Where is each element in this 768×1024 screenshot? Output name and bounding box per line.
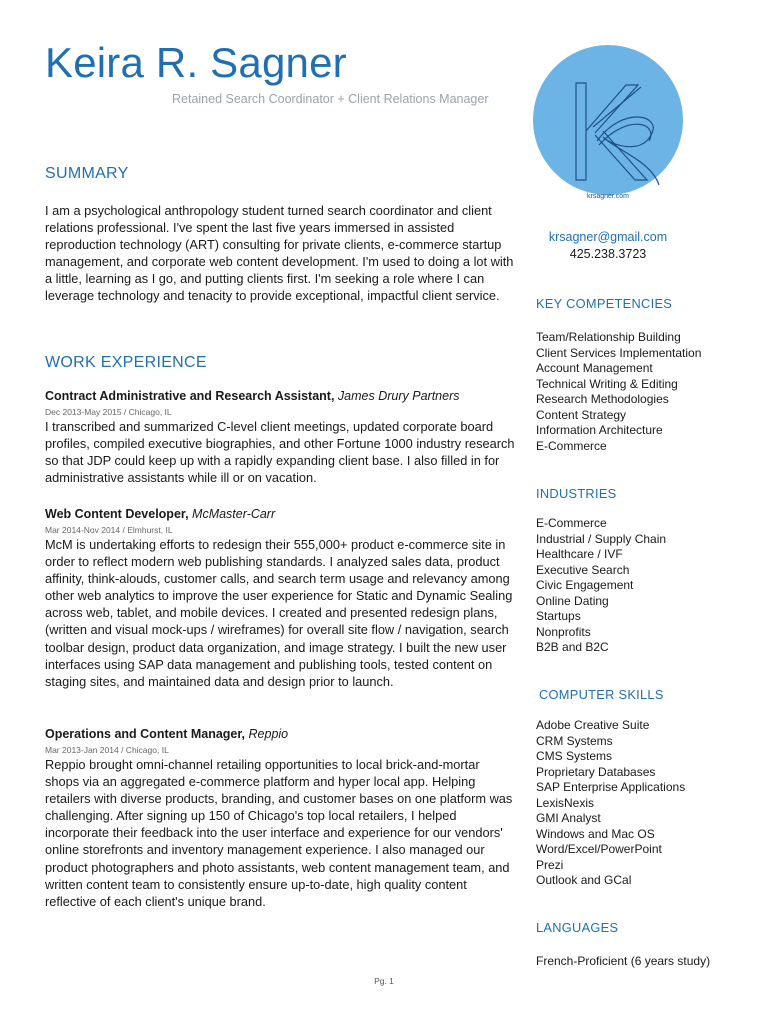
list-item: E-Commerce bbox=[536, 516, 607, 530]
job-entry-jdp bbox=[45, 388, 515, 486]
contact-block bbox=[533, 229, 683, 263]
list-item: SAP Enterprise Applications bbox=[536, 780, 686, 794]
job-company: James Drury Partners bbox=[337, 389, 460, 403]
list-item: Team/Relationship Building bbox=[536, 330, 681, 344]
list-item: Windows and Mac OS bbox=[536, 826, 655, 841]
job-role: Operations and Content Manager, bbox=[45, 727, 246, 741]
job-role: Contract Administrative and Research Assistant, bbox=[45, 389, 335, 403]
list-item: CRM Systems bbox=[536, 733, 613, 748]
list-item: Content Strategy bbox=[536, 407, 627, 422]
job-entry-mcmaster bbox=[45, 506, 515, 690]
summary-text: I am a psychological anthropology student turned search coordinator and client relations professional. I've spent the last five years immersed in assisted reproduction technology (ART) consulting for private clients, e-commerce startup management, and corporate web content development. I'm used to doing a lot with a little, learning as I go, and putting clients first. I'm seeking a role where I can leverage technology and tenacity to provide exceptional, impactful client service. bbox=[45, 203, 514, 304]
list-item: Adobe Creative Suite bbox=[536, 718, 650, 732]
resume-subtitle: Retained Search Coordinator + Client Relations Manager bbox=[172, 92, 489, 106]
list-item: Industrial / Supply Chain bbox=[536, 531, 667, 546]
languages-heading: LANGUAGES bbox=[536, 920, 619, 935]
list-item: Word/Excel/PowerPoint bbox=[536, 842, 662, 856]
list-item: Proprietary Databases bbox=[536, 764, 656, 779]
languages-list bbox=[536, 954, 710, 970]
industries-heading: INDUSTRIES bbox=[536, 486, 617, 501]
monogram-k-logo bbox=[533, 45, 683, 200]
list-item: GMI Analyst bbox=[536, 811, 601, 825]
list-item: Executive Search bbox=[536, 562, 630, 577]
job-title bbox=[45, 506, 515, 522]
job-role: Web Content Developer, bbox=[45, 507, 189, 521]
list-item: Prezi bbox=[536, 857, 564, 872]
job-company: McMaster-Carr bbox=[192, 507, 276, 521]
job-meta: Dec 2013-May 2015 / Chicago, IL bbox=[45, 407, 172, 417]
list-item: Research Methodologies bbox=[536, 392, 669, 406]
list-item: Healthcare / IVF bbox=[536, 547, 623, 561]
list-item: Outlook and GCal bbox=[536, 873, 632, 887]
phone-number: 425.238.3723 bbox=[569, 247, 647, 261]
job-title bbox=[45, 726, 515, 742]
job-description: I transcribed and summarized C-level client meetings, updated corporate board profiles, compiled executive biographies, and other Fortune 1000 industry research so that JDP could keep up with a rapidly expanding client base. I also filled in for administrative assistants while ill or on vacation. bbox=[45, 419, 515, 486]
list-item: Technical Writing & Editing bbox=[536, 376, 678, 391]
list-item: Client Services Implementation bbox=[536, 345, 702, 360]
logo-url: krsagner.com bbox=[586, 193, 630, 200]
computer-skills-list bbox=[536, 718, 685, 889]
list-item: Online Dating bbox=[536, 593, 609, 608]
email-link[interactable]: krsagner@gmail.com bbox=[548, 230, 668, 244]
job-entry-reppio bbox=[45, 726, 515, 910]
list-item: French-Proficient (6 years study) bbox=[536, 954, 711, 968]
list-item: CMS Systems bbox=[536, 749, 613, 763]
list-item: E-Commerce bbox=[536, 438, 607, 453]
key-competencies-heading: KEY COMPETENCIES bbox=[536, 296, 673, 311]
list-item: Account Management bbox=[536, 361, 653, 375]
computer-skills-heading: COMPUTER SKILLS bbox=[539, 687, 664, 702]
job-description: McM is undertaking efforts to redesign their 555,000+ product e-commerce site in order to reflect modern web publishing standards. I analyzed sales data, product affinity, think-alouds, customer calls, and search term usage and relevancy among other web analytics to improve the user experience for Static and Dynamic Sealing across web, tablet, and mobile devices. I created and presented redesign plans, (written and visual mock-ups / wireframes) for overall site flow / navigation, search toolbar design, product data organization, and image strategy. I built the new user interfaces using SAP data management and publishing tools, tested content on staging sites, and maintained data and design prior to launch. bbox=[45, 537, 513, 689]
key-competencies-list bbox=[536, 330, 701, 454]
list-item: Nonprofits bbox=[536, 624, 591, 639]
list-item: Startups bbox=[536, 609, 581, 623]
monogram-k-icon bbox=[533, 45, 683, 195]
list-item: Information Architecture bbox=[536, 423, 663, 437]
list-item: Civic Engagement bbox=[536, 578, 634, 592]
job-meta: Mar 2014-Nov 2014 / Elmhurst, IL bbox=[45, 525, 173, 535]
resume-name: Keira R. Sagner bbox=[45, 39, 347, 86]
job-description: Reppio brought omni-channel retailing opportunities to local brick-and-mortar shops via an aggregated e-commerce platform and hyper local app. Helping retailers with diverse products, branding, and customer bases on one platform was challenging. After signing up 150 of Chicago's top local retailers, I helped incorporate their feedback into the user interface and experience for our vendors' online storefronts and inventory management experience. I also managed our product photographers and photo assistants, web content management team, and written content team to consistently ensure up-to-date, high quality content reflective of each client's unique brand. bbox=[45, 757, 513, 909]
industries-list bbox=[536, 516, 666, 656]
list-item: B2B and B2C bbox=[536, 640, 609, 654]
job-company: Reppio bbox=[248, 727, 289, 741]
summary-heading: SUMMARY bbox=[45, 165, 129, 182]
job-meta: Mar 2013-Jan 2014 / Chicago, IL bbox=[45, 745, 169, 755]
page-number: Pg. 1 bbox=[374, 976, 394, 986]
work-experience-heading: WORK EXPERIENCE bbox=[45, 354, 207, 371]
list-item: LexisNexis bbox=[536, 795, 595, 810]
job-title bbox=[45, 388, 515, 404]
